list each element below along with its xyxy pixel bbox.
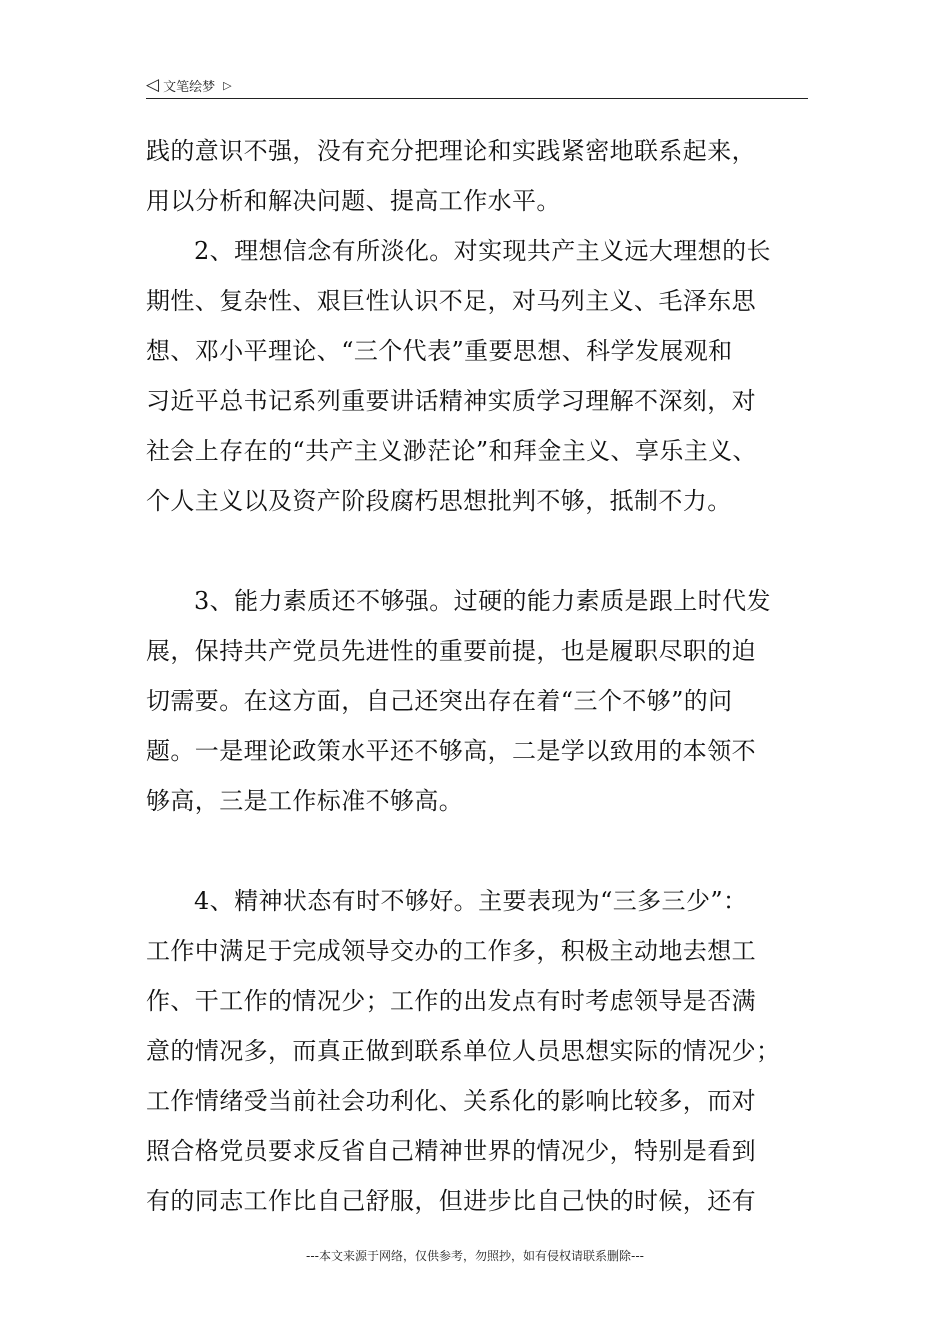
text-line: 够高，三是工作标准不够高。 [146, 787, 464, 815]
text-line: 切需要。在这方面，自己还突出存在着“三个不够”的问 [146, 687, 733, 715]
text-line: 展，保持共产党员先进性的重要前提，也是履职尽职的迫 [146, 637, 756, 665]
text-line: 个人主义以及资产阶段腐朽思想批判不够，抵制不力。 [146, 487, 732, 515]
text-line: 2、理想信念有所淡化。对实现共产主义远大理想的长 [194, 237, 771, 265]
paragraph-gap [146, 526, 810, 576]
text-line: 想、邓小平理论、“三个代表”重要思想、科学发展观和 [146, 337, 733, 365]
text-line: 用以分析和解决问题、提高工作水平。 [146, 187, 561, 215]
page-header [146, 74, 808, 99]
text-line: 有的同志工作比自己舒服，但进步比自己快的时候，还有 [146, 1187, 756, 1215]
document-body [146, 126, 810, 1226]
text-line: 作、干工作的情况少；工作的出发点有时考虑领导是否满 [146, 987, 756, 1015]
paragraph-2 [146, 226, 810, 526]
text-line: 工作中满足于完成领导交办的工作多，积极主动地去想工 [146, 937, 756, 965]
paragraph-1 [146, 126, 810, 226]
text-line: 期性、复杂性、艰巨性认识不足，对马列主义、毛泽东思 [146, 287, 756, 315]
paragraph-3 [146, 576, 810, 826]
text-line: 社会上存在的“共产主义渺茫论”和拜金主义、享乐主义、 [146, 437, 757, 465]
text-line: 习近平总书记系列重要讲话精神实质学习理解不深刻，对 [146, 387, 756, 415]
text-line: 践的意识不强，没有充分把理论和实践紧密地联系起来， [146, 137, 756, 165]
header-title: 文笔绘梦 [163, 80, 216, 95]
text-line: 4、精神状态有时不够好。主要表现为“三多三少”： [194, 887, 748, 915]
text-line: 意的情况多，而真正做到联系单位人员思想实际的情况少； [146, 1037, 781, 1065]
text-line: 工作情绪受当前社会功利化、关系化的影响比较多，而对 [146, 1087, 756, 1115]
paragraph-gap [146, 826, 810, 876]
header-brand [146, 76, 232, 95]
paragraph-4 [146, 876, 810, 1226]
text-line: 3、能力素质还不够强。过硬的能力素质是跟上时代发 [194, 587, 771, 615]
text-line: 题。一是理论政策水平还不够高，二是学以致用的本领不 [146, 737, 756, 765]
footer-disclaimer: ---本文来源于网络，仅供参考，勿照抄，如有侵权请联系删除--- [306, 1249, 644, 1263]
left-triangle-icon: ◁ [146, 75, 160, 95]
text-line: 照合格党员要求反省自己精神世界的情况少，特别是看到 [146, 1137, 756, 1165]
right-triangle-icon: ▷ [223, 79, 232, 92]
